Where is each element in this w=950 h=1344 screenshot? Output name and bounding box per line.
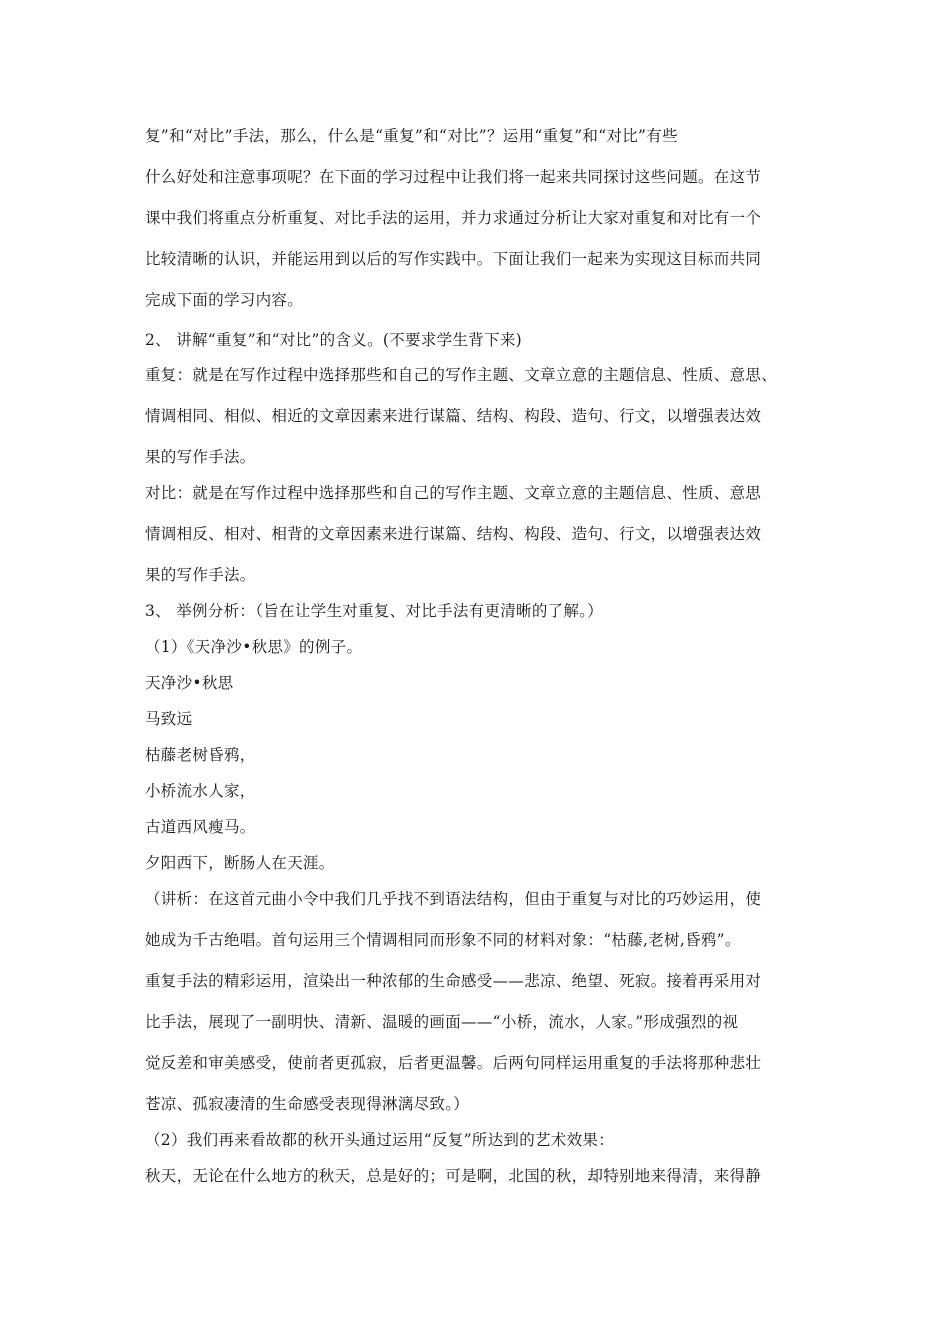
definition-line: 对比：就是在写作过程中选择那些和自己的写作主题、文章立意的主题信息、性质、意思 — [145, 484, 762, 502]
paragraph-line: 秋天，无论在什么地方的秋天，总是好的；可是啊，北国的秋，却特别地来得清，来得静 — [145, 1167, 762, 1185]
analysis-line: 比手法，展现了一副明快、清新、温暖的画面——“小桥，流水，人家。”形成强烈的视 — [145, 1013, 739, 1031]
poem-author: 马致远 — [145, 710, 193, 728]
section-heading: 2、 讲解“重复”和“对比”的含义。(不要求学生背下来) — [145, 331, 522, 349]
definition-line: 重复：就是在写作过程中选择那些和自己的写作主题、文章立意的主题信息、性质、意思、 — [145, 366, 778, 384]
paragraph-line: 完成下面的学习内容。 — [145, 291, 304, 309]
analysis-line: （讲析：在这首元曲小令中我们几乎找不到语法结构，但由于重复与对比的巧妙运用，使 — [145, 890, 762, 908]
paragraph-line: 比较清晰的认识，并能运用到以后的写作实践中。下面让我们一起来为实现这目标而共同 — [145, 250, 762, 268]
analysis-line: 她成为千古绝唱。首句运用三个情调相同而形象不同的材料对象：“枯藤,老树,昏鸦”。 — [145, 931, 741, 949]
example-heading: （1）《天净沙•秋思》的例子。 — [145, 638, 363, 656]
poem-title: 天净沙•秋思 — [145, 674, 234, 692]
paragraph-line: 复”和“对比”手法，那么，什么是“重复”和“对比”？运用“重复”和“对比”有些 — [145, 127, 678, 145]
example-heading: （2）我们再来看故都的秋开头通过运用“反复”所达到的艺术效果： — [145, 1131, 615, 1149]
poem-line: 小桥流水人家， — [145, 782, 256, 800]
paragraph-line: 课中我们将重点分析重复、对比手法的运用，并力求通过分析让大家对重复和对比有一个 — [145, 209, 762, 227]
poem-line: 枯藤老树昏鸦， — [145, 746, 256, 764]
definition-line: 情调相反、相对、相背的文章因素来进行谋篇、结构、构段、造句、行文，以增强表达效 — [145, 525, 762, 543]
analysis-line: 苍凉、孤寂凄清的生命感受表现得淋漓尽致。） — [145, 1095, 470, 1113]
analysis-line: 重复手法的精彩运用，渲染出一种浓郁的生命感受——悲凉、绝望、死寂。接着再采用对 — [145, 972, 762, 990]
poem-line: 夕阳西下，断肠人在天涯。 — [145, 854, 335, 872]
paragraph-line: 什么好处和注意事项呢？在下面的学习过程中让我们将一起来共同探讨这些问题。在这节 — [145, 168, 762, 186]
definition-line: 果的写作手法。 — [145, 448, 256, 466]
definition-line: 果的写作手法。 — [145, 566, 256, 584]
definition-line: 情调相同、相似、相近的文章因素来进行谋篇、结构、构段、造句、行文，以增强表达效 — [145, 407, 762, 425]
section-heading: 3、 举例分析：（旨在让学生对重复、对比手法有更清晰的了解。） — [145, 602, 604, 620]
poem-line: 古道西风瘦马。 — [145, 818, 256, 836]
analysis-line: 觉反差和审美感受，使前者更孤寂，后者更温馨。后两句同样运用重复的手法将那种悲壮 — [145, 1054, 762, 1072]
